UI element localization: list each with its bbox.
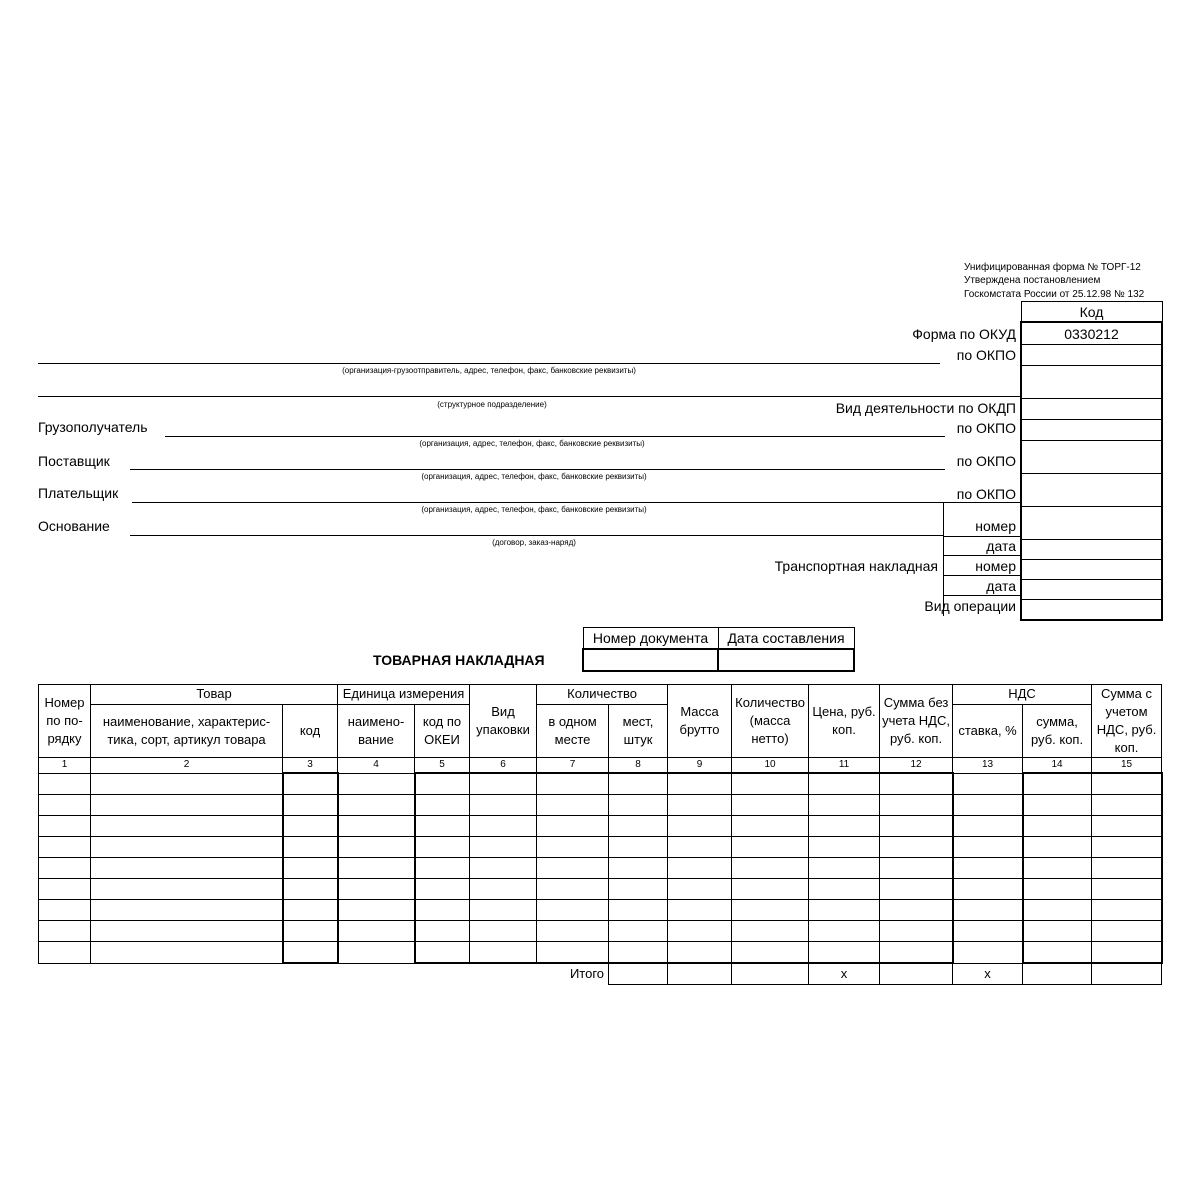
form-header-line3: Госкомстата России от 25.12.98 № 132: [964, 289, 1145, 300]
basis-label: Основание: [38, 518, 110, 534]
table-cell[interactable]: [91, 795, 283, 816]
shipper-caption: (организация-грузоотправитель, адрес, телефон, факс, банковские реквизиты): [342, 366, 636, 375]
table-cell[interactable]: [283, 773, 338, 795]
table-cell[interactable]: [1023, 773, 1092, 795]
table-cell[interactable]: [953, 879, 1023, 900]
okpo-payer-cell[interactable]: [1021, 474, 1162, 507]
table-cell[interactable]: [415, 837, 470, 858]
table-cell[interactable]: [470, 900, 537, 921]
table-row: [39, 879, 1162, 900]
table-cell[interactable]: [91, 816, 283, 837]
transport-date-label: дата: [986, 578, 1016, 594]
table-cell[interactable]: [668, 879, 732, 900]
supplier-line[interactable]: [130, 469, 945, 470]
col-number: 10: [732, 758, 809, 774]
col-number: 14: [1023, 758, 1092, 774]
document-title: ТОВАРНАЯ НАКЛАДНАЯ: [373, 652, 545, 668]
okdp-label: Вид деятельности по ОКДП: [835, 400, 1016, 416]
table-cell[interactable]: [1023, 816, 1092, 837]
col-number: 13: [953, 758, 1023, 774]
total-places-cell[interactable]: [609, 963, 668, 985]
total-price-x: х: [809, 963, 880, 985]
total-vat-rate-x: х: [953, 963, 1023, 985]
table-cell[interactable]: [537, 879, 609, 900]
col-number: 1: [39, 758, 91, 774]
table-cell[interactable]: [91, 837, 283, 858]
table-cell[interactable]: [1023, 795, 1092, 816]
column-numbers-row: [39, 758, 1162, 774]
divider: [943, 555, 1020, 556]
table-cell[interactable]: [415, 879, 470, 900]
divider: [943, 575, 1020, 576]
table-cell[interactable]: [470, 773, 537, 795]
col-header-places: мест, штук: [609, 704, 668, 757]
table-cell[interactable]: [39, 879, 91, 900]
okpo-label-3: по ОКПО: [956, 453, 1016, 469]
total-gross-cell[interactable]: [668, 963, 732, 985]
transport-number-label: номер: [975, 558, 1016, 574]
doc-date-header: Дата составления: [718, 628, 854, 650]
table-cell[interactable]: [953, 773, 1023, 795]
table-cell[interactable]: [338, 795, 415, 816]
table-cell[interactable]: [283, 900, 338, 921]
table-cell[interactable]: [283, 795, 338, 816]
table-cell[interactable]: [338, 900, 415, 921]
table-cell[interactable]: [880, 921, 953, 942]
table-cell[interactable]: [809, 879, 880, 900]
col-number: 12: [880, 758, 953, 774]
table-cell[interactable]: [953, 795, 1023, 816]
total-sum-with-vat-cell[interactable]: [1092, 963, 1162, 985]
table-cell[interactable]: [609, 773, 668, 795]
table-cell[interactable]: [668, 816, 732, 837]
table-cell[interactable]: [609, 921, 668, 942]
col-header-unit: Единица измерения: [338, 685, 470, 705]
total-row: [39, 963, 1162, 985]
table-cell[interactable]: [732, 879, 809, 900]
col-header-quantity: Количество: [537, 685, 668, 705]
col-header-goods-name: наименование, характерис- тика, сорт, артикул товара: [91, 704, 283, 757]
table-cell[interactable]: [1023, 858, 1092, 879]
table-cell[interactable]: [1092, 816, 1162, 837]
table-cell[interactable]: [283, 921, 338, 942]
consignee-line[interactable]: [165, 436, 945, 437]
table-row: [39, 858, 1162, 879]
code-table: [1020, 301, 1163, 621]
total-vat-sum-cell[interactable]: [1023, 963, 1092, 985]
table-cell[interactable]: [470, 816, 537, 837]
table-cell[interactable]: [809, 858, 880, 879]
col-header-vat-rate: ставка, %: [953, 704, 1023, 757]
table-cell[interactable]: [91, 921, 283, 942]
basis-date-cell[interactable]: [1021, 540, 1162, 560]
table-cell[interactable]: [91, 858, 283, 879]
table-cell[interactable]: [470, 858, 537, 879]
division-line[interactable]: [38, 396, 1020, 397]
col-header-goods: Товар: [91, 685, 338, 705]
col-number: 3: [283, 758, 338, 774]
col-header-unit-name: наимено- вание: [338, 704, 415, 757]
transport-date-cell[interactable]: [1021, 580, 1162, 600]
divider: [943, 595, 1020, 596]
table-cell[interactable]: [470, 942, 537, 964]
table-cell[interactable]: [809, 773, 880, 795]
table-cell[interactable]: [732, 921, 809, 942]
okpo-consignee-cell[interactable]: [1021, 420, 1162, 441]
okpo-label-4: по ОКПО: [956, 486, 1016, 502]
col-header-qty-per-place: в одном месте: [537, 704, 609, 757]
operation-type-label: Вид операции: [924, 598, 1016, 614]
consignee-label: Грузополучатель: [38, 419, 148, 435]
table-cell[interactable]: [283, 942, 338, 964]
table-cell[interactable]: [880, 837, 953, 858]
table-cell[interactable]: [91, 773, 283, 795]
table-row: [39, 816, 1162, 837]
transport-number-cell[interactable]: [1021, 560, 1162, 580]
col-header-number: Номер по по- рядку: [39, 685, 91, 758]
okdp-cell[interactable]: [1021, 399, 1162, 420]
table-cell[interactable]: [537, 942, 609, 964]
table-cell[interactable]: [668, 942, 732, 964]
okpo-supplier-cell[interactable]: [1021, 441, 1162, 474]
table-cell[interactable]: [668, 773, 732, 795]
table-cell[interactable]: [668, 858, 732, 879]
table-cell[interactable]: [1092, 773, 1162, 795]
basis-date-label: дата: [986, 538, 1016, 554]
table-cell[interactable]: [668, 921, 732, 942]
table-cell[interactable]: [809, 837, 880, 858]
document-number-table: [582, 627, 855, 672]
table-cell[interactable]: [880, 900, 953, 921]
basis-line[interactable]: [130, 535, 943, 536]
table-cell[interactable]: [415, 921, 470, 942]
table-cell[interactable]: [732, 773, 809, 795]
table-row: [39, 942, 1162, 964]
table-cell[interactable]: [732, 858, 809, 879]
table-cell[interactable]: [809, 900, 880, 921]
col-header-gross: Масса брутто: [668, 685, 732, 758]
col-number: 7: [537, 758, 609, 774]
table-cell[interactable]: [283, 858, 338, 879]
table-cell[interactable]: [39, 837, 91, 858]
col-number: 9: [668, 758, 732, 774]
table-cell[interactable]: [668, 900, 732, 921]
form-header-line2: Утверждена постановлением: [964, 275, 1101, 286]
table-cell[interactable]: [953, 921, 1023, 942]
table-cell[interactable]: [91, 879, 283, 900]
goods-table: [38, 684, 1163, 985]
total-sum-without-vat-cell[interactable]: [880, 963, 953, 985]
basis-number-label: номер: [975, 518, 1016, 534]
table-cell[interactable]: [732, 942, 809, 964]
table-cell[interactable]: [809, 816, 880, 837]
table-cell[interactable]: [91, 942, 283, 964]
table-row: [39, 837, 1162, 858]
table-cell[interactable]: [338, 837, 415, 858]
table-cell[interactable]: [609, 942, 668, 964]
okud-code-cell[interactable]: 0330212: [1021, 322, 1162, 345]
table-cell[interactable]: [880, 879, 953, 900]
division-cell[interactable]: [1021, 366, 1162, 399]
table-cell[interactable]: [415, 942, 470, 964]
table-cell[interactable]: [1092, 942, 1162, 964]
table-cell[interactable]: [470, 837, 537, 858]
table-cell[interactable]: [953, 900, 1023, 921]
basis-caption: (договор, заказ-наряд): [492, 538, 576, 547]
table-cell[interactable]: [1023, 879, 1092, 900]
basis-number-cell[interactable]: [1021, 507, 1162, 540]
table-cell[interactable]: [609, 900, 668, 921]
table-cell[interactable]: [1092, 900, 1162, 921]
col-header-goods-code: код: [283, 704, 338, 757]
table-cell[interactable]: [609, 795, 668, 816]
table-cell[interactable]: [91, 900, 283, 921]
col-number: 8: [609, 758, 668, 774]
table-cell[interactable]: [732, 816, 809, 837]
table-cell[interactable]: [809, 942, 880, 964]
supplier-caption: (организация, адрес, телефон, факс, банковские реквизиты): [421, 472, 647, 481]
col-header-net: Количество (масса нетто): [732, 685, 809, 758]
col-number: 6: [470, 758, 537, 774]
table-cell[interactable]: [880, 773, 953, 795]
table-cell[interactable]: [39, 858, 91, 879]
transport-waybill-label: Транспортная накладная: [774, 558, 938, 574]
table-row: [39, 921, 1162, 942]
table-cell[interactable]: [338, 816, 415, 837]
col-header-price: Цена, руб. коп.: [809, 685, 880, 758]
table-cell[interactable]: [1023, 900, 1092, 921]
table-cell[interactable]: [415, 816, 470, 837]
table-cell[interactable]: [1023, 921, 1092, 942]
table-cell[interactable]: [39, 795, 91, 816]
table-cell[interactable]: [39, 942, 91, 964]
table-cell[interactable]: [953, 837, 1023, 858]
okpo-shipper-cell[interactable]: [1021, 345, 1162, 366]
table-cell[interactable]: [470, 921, 537, 942]
table-cell[interactable]: [338, 773, 415, 795]
table-cell[interactable]: [880, 942, 953, 964]
table-cell[interactable]: [609, 858, 668, 879]
table-cell[interactable]: [537, 858, 609, 879]
table-cell[interactable]: [338, 942, 415, 964]
col-header-vat-sum: сумма, руб. коп.: [1023, 704, 1092, 757]
doc-number-header: Номер документа: [583, 628, 718, 650]
okud-label: Форма по ОКУД: [912, 326, 1016, 342]
col-number: 4: [338, 758, 415, 774]
table-cell[interactable]: [1023, 942, 1092, 964]
table-cell[interactable]: [415, 900, 470, 921]
table-cell[interactable]: [537, 900, 609, 921]
table-cell[interactable]: [39, 921, 91, 942]
table-cell[interactable]: [609, 816, 668, 837]
division-caption: (структурное подразделение): [437, 400, 547, 409]
payer-caption: (организация, адрес, телефон, факс, банковские реквизиты): [421, 505, 647, 514]
supplier-label: Поставщик: [38, 453, 110, 469]
table-cell[interactable]: [283, 837, 338, 858]
table-cell[interactable]: [415, 773, 470, 795]
col-header-unit-okei: код по ОКЕИ: [415, 704, 470, 757]
table-cell[interactable]: [39, 816, 91, 837]
table-row: [39, 900, 1162, 921]
table-cell[interactable]: [668, 837, 732, 858]
table-row: [39, 795, 1162, 816]
table-cell[interactable]: [1092, 858, 1162, 879]
table-cell[interactable]: [338, 921, 415, 942]
col-number: 11: [809, 758, 880, 774]
table-cell[interactable]: [470, 879, 537, 900]
col-header-sum-with-vat: Сумма с учетом НДС, руб. коп.: [1092, 685, 1162, 758]
table-cell[interactable]: [415, 795, 470, 816]
table-cell[interactable]: [537, 837, 609, 858]
table-cell[interactable]: [953, 816, 1023, 837]
table-row: [39, 773, 1162, 795]
table-cell[interactable]: [1092, 795, 1162, 816]
col-number: 5: [415, 758, 470, 774]
table-cell[interactable]: [1023, 837, 1092, 858]
table-cell[interactable]: [1092, 921, 1162, 942]
table-cell[interactable]: [953, 942, 1023, 964]
consignee-caption: (организация, адрес, телефон, факс, банковские реквизиты): [419, 439, 645, 448]
table-cell[interactable]: [338, 858, 415, 879]
table-cell[interactable]: [809, 795, 880, 816]
total-label: Итого: [569, 966, 605, 982]
table-cell[interactable]: [537, 816, 609, 837]
payer-label: Плательщик: [38, 485, 119, 501]
table-cell[interactable]: [609, 837, 668, 858]
operation-type-cell[interactable]: [1021, 600, 1162, 621]
okpo-label-2: по ОКПО: [956, 420, 1016, 436]
table-cell[interactable]: [470, 795, 537, 816]
table-cell[interactable]: [880, 858, 953, 879]
shipper-line[interactable]: [38, 363, 940, 364]
payer-line[interactable]: [132, 502, 1020, 503]
table-cell[interactable]: [39, 900, 91, 921]
table-cell[interactable]: [880, 795, 953, 816]
table-cell[interactable]: [732, 795, 809, 816]
col-number: 15: [1092, 758, 1162, 774]
doc-date-cell[interactable]: [718, 649, 854, 671]
table-cell[interactable]: [809, 921, 880, 942]
doc-number-cell[interactable]: [583, 649, 718, 671]
table-cell[interactable]: [953, 858, 1023, 879]
col-number: 2: [91, 758, 283, 774]
table-cell[interactable]: [415, 858, 470, 879]
table-cell[interactable]: [283, 816, 338, 837]
table-cell[interactable]: [732, 900, 809, 921]
table-cell[interactable]: [1092, 837, 1162, 858]
table-cell[interactable]: [880, 816, 953, 837]
table-cell[interactable]: [609, 879, 668, 900]
col-header-package: Вид упаковки: [470, 685, 537, 758]
table-cell[interactable]: [537, 921, 609, 942]
table-cell[interactable]: [39, 773, 91, 795]
okpo-label-1: по ОКПО: [956, 347, 1016, 363]
table-cell[interactable]: [1092, 879, 1162, 900]
table-cell[interactable]: [338, 879, 415, 900]
form-header-line1: Унифицированная форма № ТОРГ-12: [964, 262, 1141, 273]
col-header-vat: НДС: [953, 685, 1092, 705]
total-net-cell[interactable]: [732, 963, 809, 985]
col-header-sum-without-vat: Сумма без учета НДС, руб. коп.: [880, 685, 953, 758]
table-cell[interactable]: [283, 879, 338, 900]
table-cell[interactable]: [537, 773, 609, 795]
table-cell[interactable]: [537, 795, 609, 816]
table-cell[interactable]: [668, 795, 732, 816]
table-cell[interactable]: [732, 837, 809, 858]
code-header: Код: [1021, 302, 1162, 323]
